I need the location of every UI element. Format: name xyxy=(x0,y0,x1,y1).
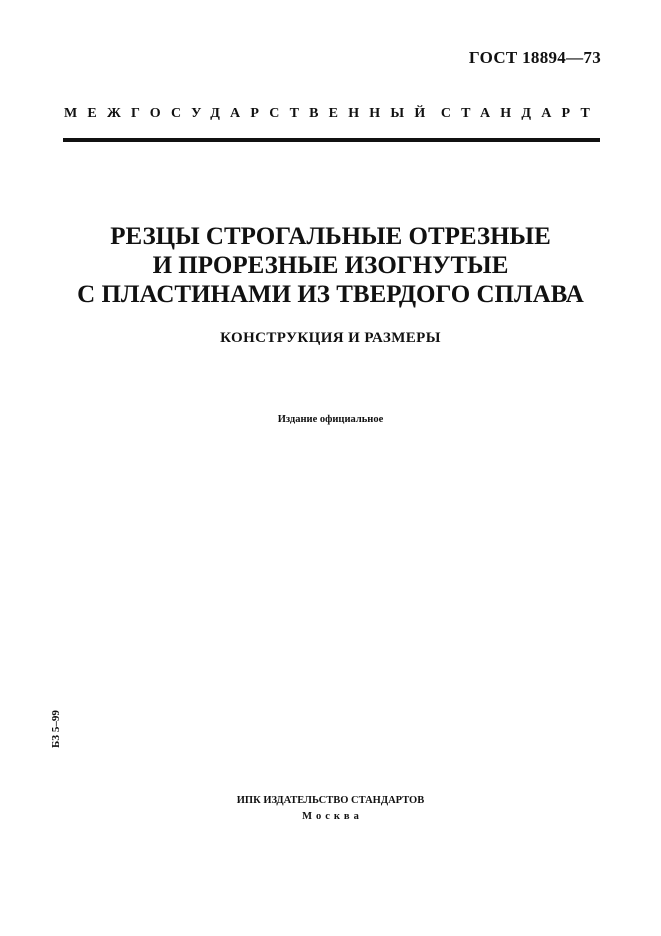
header-divider xyxy=(63,138,600,142)
document-title-line-2: И ПРОРЕЗНЫЕ ИЗОГНУТЫЕ xyxy=(152,252,509,279)
edition-note: Издание официальное xyxy=(277,414,384,425)
standard-type-word-2: СТАНДАРТ xyxy=(440,106,600,121)
standard-type-word-1: МЕЖГОСУДАРСТВЕННЫЙ xyxy=(64,106,436,121)
document-subtitle: КОНСТРУКЦИЯ И РАЗМЕРЫ xyxy=(220,330,441,346)
side-code: БЗ 5–99 xyxy=(50,710,62,748)
document-title-line-3: С ПЛАСТИНАМИ ИЗ ТВЕРДОГО СПЛАВА xyxy=(77,281,584,308)
document-title xyxy=(0,222,661,309)
publisher-name: ИПК ИЗДАТЕЛЬСТВО СТАНДАРТОВ xyxy=(236,795,425,806)
publisher-city: Москва xyxy=(302,811,363,822)
document-title-line-1: РЕЗЦЫ СТРОГАЛЬНЫЕ ОТРЕЗНЫЕ xyxy=(110,223,551,250)
gost-number: ГОСТ 18894—73 xyxy=(468,48,601,67)
standard-type-heading xyxy=(64,106,600,122)
